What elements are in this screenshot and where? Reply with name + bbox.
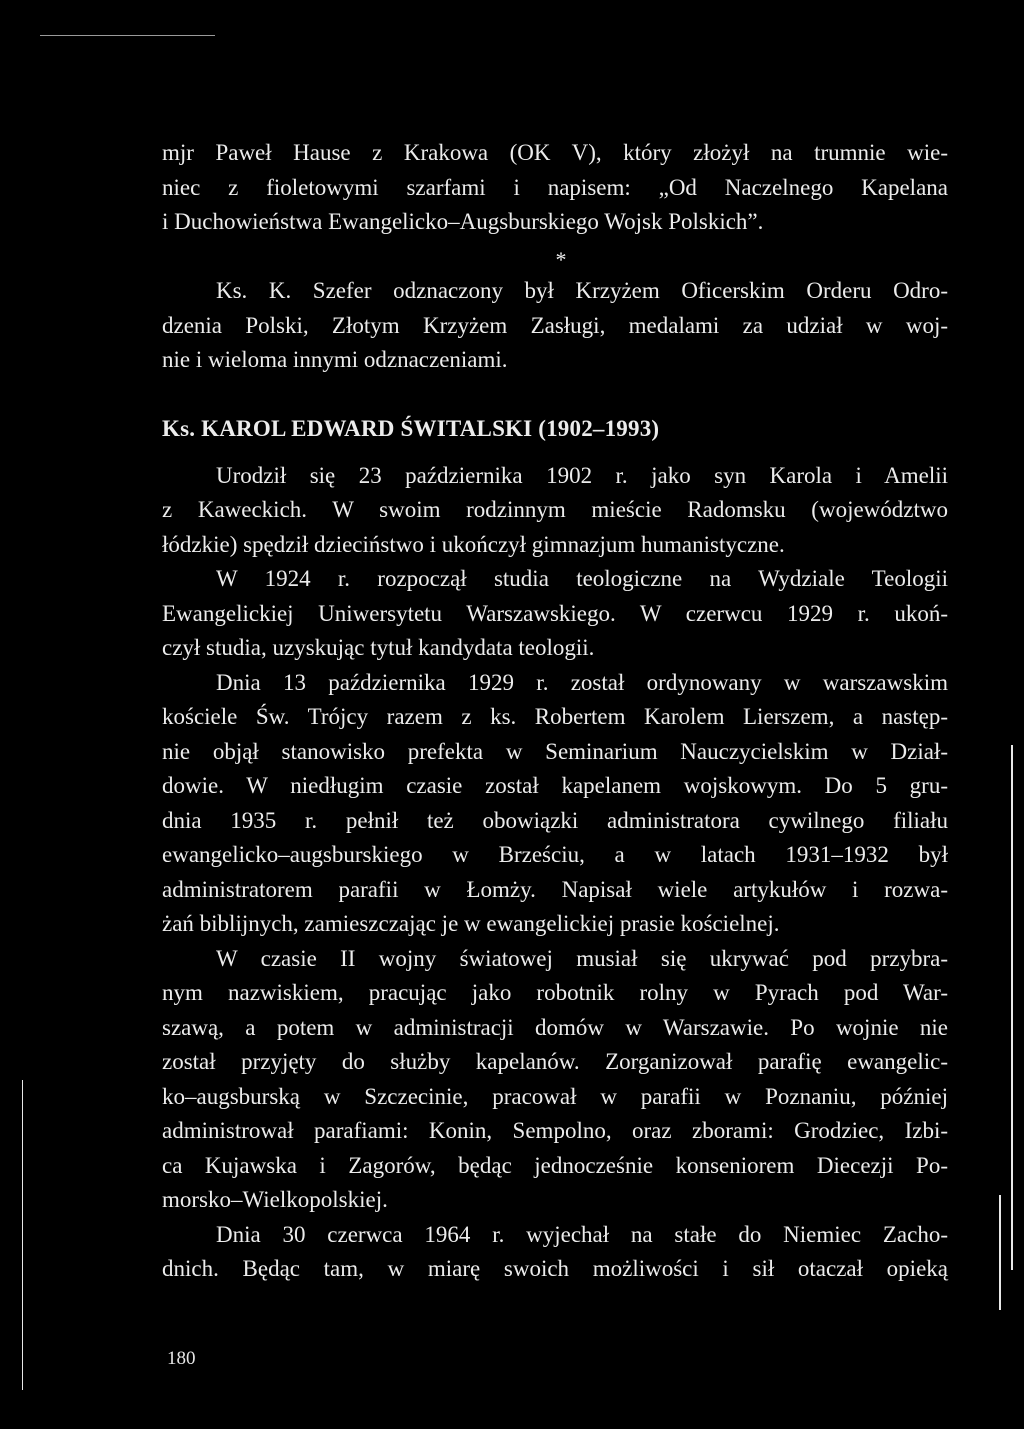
text-line: Dnia 13 października 1929 r. został ordynowany w warszawskim xyxy=(216,669,948,695)
top-rule xyxy=(40,35,215,36)
text-line: Ewangelickiej Uniwersytetu Warszawskiego. W czerwcu 1929 r. ukoń- xyxy=(162,600,948,626)
text-line: czył studia, uzyskując tytuł kandydata teologii. xyxy=(162,635,595,660)
text-line: z Kaweckich. W swoim rodzinnym mieście Radomsku (województwo xyxy=(162,497,948,522)
text-line: Ks. K. Szefer odznaczony był Krzyżem Oficerskim Orderu Odro- xyxy=(216,278,948,303)
text-line: został przyjęty do służby kapelanów. Zorganizował parafię ewangelic- xyxy=(162,1049,948,1074)
text-line: nie i wieloma innymi odznaczeniami. xyxy=(162,347,508,372)
right-edge-line-lower xyxy=(999,1195,1001,1310)
text-line: szawą, a potem w administracji domów w Warszawie. Po wojnie nie xyxy=(162,1014,948,1040)
text-line: kościele Św. Trójcy razem z ks. Robertem Karolem Lierszem, a następ- xyxy=(162,704,948,729)
text-line: W czasie II wojny światowej musiał się ukrywać pod przybra- xyxy=(216,945,948,971)
text-line: nie objął stanowisko prefekta w Seminarium Nauczycielskim w Dział- xyxy=(162,738,948,764)
text-line: ko–augsburską w Szczecinie, pracował w parafii w Poznaniu, później xyxy=(162,1083,948,1109)
text-line: mjr Paweł Hause z Krakowa (OK V), który złożył na trumnie wie- xyxy=(162,140,948,165)
text-line: ca Kujawska i Zagorów, będąc jednocześnie konseniorem Diecezji Po- xyxy=(162,1152,948,1178)
page-text xyxy=(162,136,948,1287)
text-line: łódzkie) spędził dzieciństwo i ukończył gimnazjum humanistyczne. xyxy=(162,531,785,557)
spacer xyxy=(162,447,948,459)
text-line: nym nazwiskiem, pracując jako robotnik rolny w Pyrach pod War- xyxy=(162,980,948,1005)
text-line: dnich. Będąc tam, w miarę swoich możliwości i sił otaczał opieką xyxy=(162,1256,948,1281)
text-line: administrował parafiami: Konin, Sempolno, oraz zborami: Grodziec, Izbi- xyxy=(162,1118,948,1143)
text-line: Urodził się 23 października 1902 r. jako syn Karola i Amelii xyxy=(216,462,948,488)
text-line: dzenia Polski, Złotym Krzyżem Zasługi, medalami za udział w woj- xyxy=(162,312,948,338)
text-line: W 1924 r. rozpoczął studia teologiczne na Wydziale Teologii xyxy=(216,566,948,591)
text-line: i Duchowieństwa Ewangelicko–Augsburskiego Wojsk Polskich”. xyxy=(162,209,764,234)
text-line: dowie. W niedługim czasie został kapelanem wojskowym. Do 5 gru- xyxy=(162,773,948,798)
text-line: ewangelicko–augsburskiego w Brześciu, a w latach 1931–1932 był xyxy=(162,842,948,867)
text-line: dnia 1935 r. pełnił też obowiązki administratora cywilnego filiału xyxy=(162,807,948,833)
text-line: niec z fioletowymi szarfami i napisem: „Od Naczelnego Kapelana xyxy=(162,174,948,200)
blank-line xyxy=(162,378,948,413)
right-edge-line xyxy=(1011,745,1013,1270)
page-number: 180 xyxy=(167,1348,196,1369)
section-heading: Ks. KAROL EDWARD ŚWITALSKI (1902–1993) xyxy=(162,416,660,441)
text-line: administratorem parafii w Łomży. Napisał wiele artykułów i rozwa- xyxy=(162,876,948,902)
section-separator: * xyxy=(555,246,567,272)
text-line: Dnia 30 czerwca 1964 r. wyjechał na stałe do Niemiec Zacho- xyxy=(216,1221,948,1247)
left-edge-line xyxy=(22,1080,23,1390)
text-line: morsko–Wielkopolskiej. xyxy=(162,1187,388,1212)
text-line: żań biblijnych, zamieszczając je w ewangelickiej prasie kościelnej. xyxy=(162,911,780,936)
